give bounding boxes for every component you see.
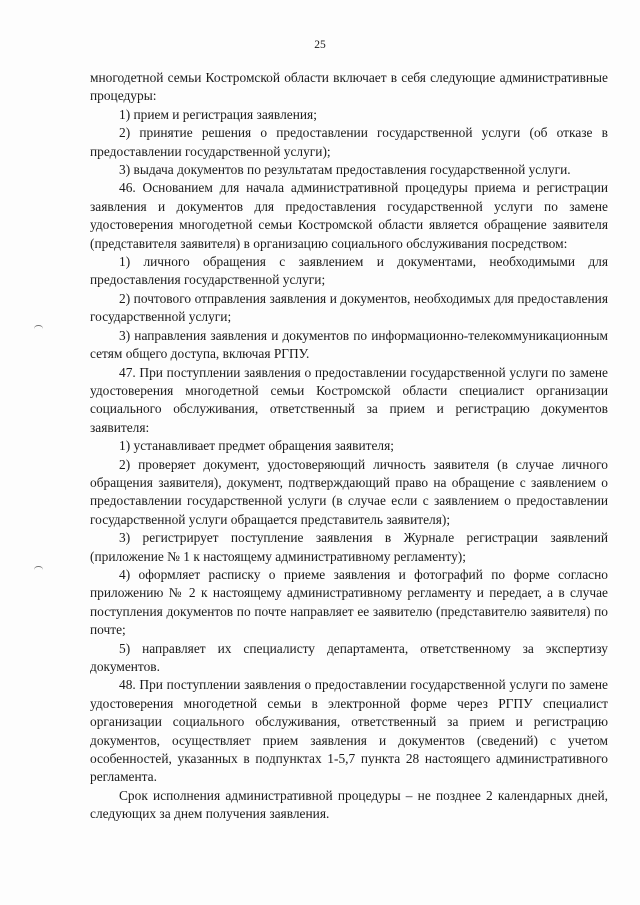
paragraph: 2) проверяет документ, удостоверяющий личность заявителя (в случае личного обращения заявителя), документ, подтверждающий право на обращение с заявлением о предоставлении государственной услуги (в случае если с заявлением о предоставлении государственной услуги обращается представитель заявителя); [90, 456, 608, 527]
paragraph: 1) прием и регистрация заявления; [119, 106, 317, 122]
margin-mark [34, 325, 43, 329]
paragraph: 1) личного обращения с заявлением и документами, необходимыми для предоставления государственной услуги; [90, 254, 608, 288]
paragraph: 2) принятие решения о предоставлении государственной услуги (об отказе в предоставлении государственной услуги); [90, 125, 608, 159]
paragraph: 47. При поступлении заявления о предоставлении государственной услуги по замене удостоверения многодетной семьи Костромской области специалист организации социального обслуживания, ответственный за прием и регистрацию документов заявителя: [90, 364, 608, 435]
paragraph: 3) выдача документов по результатам предоставления государственной услуги. [119, 162, 571, 178]
paragraph: 3) направления заявления и документов по информационно-телекоммуникационным сетям общего доступа, включая РГПУ. [90, 327, 608, 362]
page-number: 25 [314, 39, 326, 51]
paragraph: 1) устанавливает предмет обращения заявителя; [119, 438, 394, 454]
document-body [90, 69, 608, 824]
paragraph: 46. Основанием для начала административной процедуры приема и регистрации заявления и документов для предоставления государственной услуги по замене удостоверения многодетной семьи Костромской области является обращение заявителя (представителя заявителя) в организацию социального обслуживания посредством: [90, 180, 608, 251]
paragraph: 48. При поступлении заявления о предоставлении государственной услуги по замене удостоверения многодетной семьи в электронной форме через РГПУ специалист организации социального обслуживания, ответственный за прием и регистрацию документов, осуществляет прием заявления и документов (сведений) с учетом особенностей, указанных в подпунктах 1-5,7 пункта 28 настоящего административного регламента. [90, 677, 608, 785]
paragraph: 3) регистрирует поступление заявления в Журнале регистрации заявлений (приложение № 1 к настоящему административному регламенту); [90, 530, 608, 564]
paragraph: 5) направляет их специалисту департамента, ответственному за экспертизу документов. [90, 640, 608, 674]
paragraph: Срок исполнения административной процедуры – не позднее 2 календарных дней, следующих за днем получения заявления. [90, 787, 608, 822]
paragraph: многодетной семьи Костромской области включает в себя следующие административные процедуры: [90, 70, 608, 104]
paragraph: 2) почтового отправления заявления и документов, необходимых для предоставления государственной услуги; [90, 290, 608, 325]
paragraph: 4) оформляет расписку о приеме заявления и фотографий по форме согласно приложению № 2 к настоящему административному регламенту и передает, а в случае поступления документов по почте направляет ее заявителю (представителю заявителя) по почте; [90, 566, 608, 638]
margin-mark [34, 566, 43, 570]
